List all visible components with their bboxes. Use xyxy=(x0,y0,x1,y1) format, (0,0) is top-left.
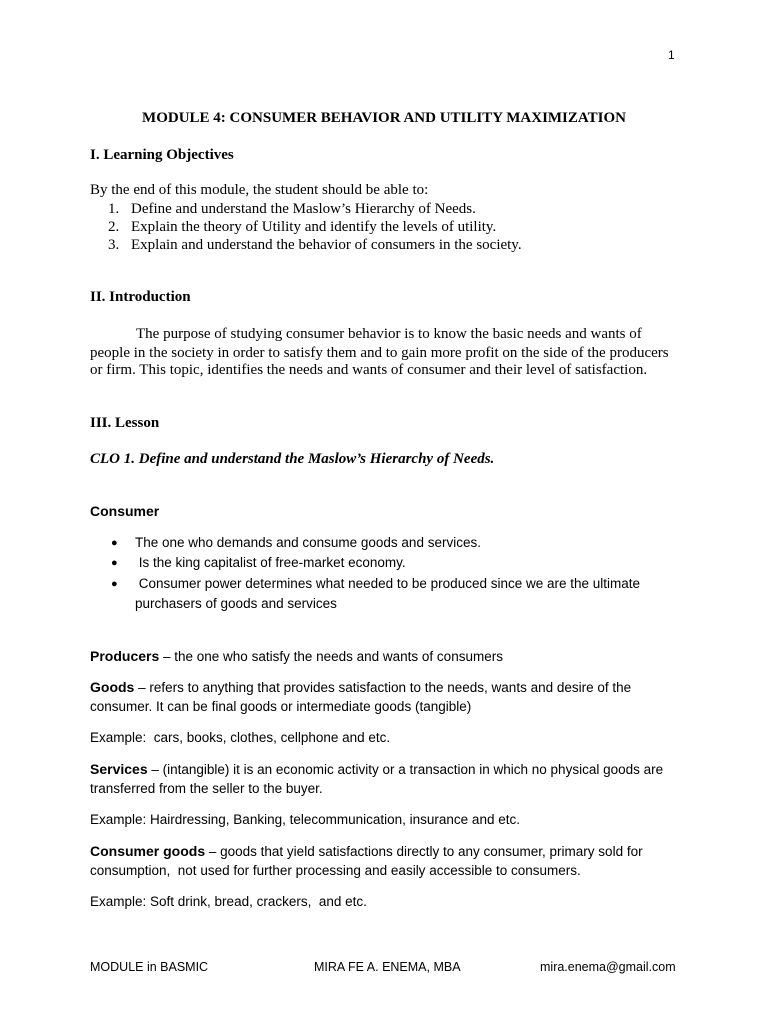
consumer-goods-definition xyxy=(90,841,643,862)
introduction-heading: II. Introduction xyxy=(90,289,191,305)
bullet-text: The one who demands and consume goods and services. xyxy=(135,535,481,550)
objective-item xyxy=(0,236,768,254)
objective-item xyxy=(0,218,768,236)
consumer-bullet-item xyxy=(0,553,768,573)
objective-number: 3. xyxy=(108,237,120,253)
producers-term: Producers xyxy=(90,648,160,664)
footer-author: MIRA FE A. ENEMA, MBA xyxy=(314,960,461,974)
bullet-text: Consumer power determines what needed to be produced since we are the ultimate xyxy=(135,576,641,591)
page-number: 1 xyxy=(668,48,675,62)
objective-number: 2. xyxy=(108,219,120,235)
consumer-goods-example: Example: Soft drink, bread, crackers, and etc. xyxy=(90,894,367,909)
consumer-goods-text-continuation: consumption, not used for further processing and easily accessible to consumers. xyxy=(90,863,581,878)
consumer-heading: Consumer xyxy=(90,503,160,519)
consumer-bullet-item xyxy=(0,533,768,553)
goods-definition xyxy=(90,677,631,698)
goods-text-continuation: consumer. It can be final goods or intermediate goods (tangible) xyxy=(90,699,472,714)
bullet-icon: ● xyxy=(111,557,118,569)
bullet-icon: ● xyxy=(111,578,118,590)
footer-email: mira.enema@gmail.com xyxy=(540,960,676,974)
services-text: – (intangible) it is an economic activity or a transaction in which no physical goods are xyxy=(147,762,664,777)
lesson-heading: III. Lesson xyxy=(90,415,160,431)
consumer-bullet-item xyxy=(0,574,768,594)
introduction-line: or firm. This topic, identifies the needs and wants of consumer and their level of satisfaction. xyxy=(90,362,648,378)
consumer-goods-text: – goods that yield satisfactions directly to any consumer, primary sold for xyxy=(205,844,643,859)
introduction-line: The purpose of studying consumer behavior is to know the basic needs and wants of xyxy=(136,326,642,342)
services-definition xyxy=(90,759,663,780)
producers-definition xyxy=(90,646,503,667)
services-example: Example: Hairdressing, Banking, telecommunication, insurance and etc. xyxy=(90,812,520,827)
footer-module-name: MODULE in BASMIC xyxy=(90,960,209,974)
services-term: Services xyxy=(90,761,148,777)
goods-text: – refers to anything that provides satisfaction to the needs, wants and desire of the xyxy=(134,680,632,695)
goods-term: Goods xyxy=(90,679,135,695)
objective-number: 1. xyxy=(108,201,120,217)
services-text-continuation: transferred from the seller to the buyer. xyxy=(90,781,323,796)
objective-item xyxy=(0,200,768,218)
goods-example: Example: cars, books, clothes, cellphone and etc. xyxy=(90,730,391,745)
introduction-line: people in the society in order to satisfy them and to gain more profit on the side of the producers xyxy=(90,345,669,361)
objectives-intro: By the end of this module, the student should be able to: xyxy=(90,182,429,198)
objective-text: Define and understand the Maslow’s Hierarchy of Needs. xyxy=(131,201,476,217)
producers-text: – the one who satisfy the needs and wants of consumers xyxy=(159,649,503,664)
clo-heading: CLO 1. Define and understand the Maslow’s Hierarchy of Needs. xyxy=(90,451,495,467)
bullet-icon: ● xyxy=(111,537,118,549)
module-title: MODULE 4: CONSUMER BEHAVIOR AND UTILITY MAXIMIZATION xyxy=(142,110,626,126)
bullet-text-continuation: purchasers of goods and services xyxy=(135,596,337,611)
consumer-goods-term: Consumer goods xyxy=(90,843,206,859)
objective-text: Explain the theory of Utility and identify the levels of utility. xyxy=(131,219,497,235)
objectives-heading: I. Learning Objectives xyxy=(90,147,234,163)
objective-text: Explain and understand the behavior of consumers in the society. xyxy=(131,237,522,253)
bullet-text: Is the king capitalist of free-market economy. xyxy=(135,555,406,570)
